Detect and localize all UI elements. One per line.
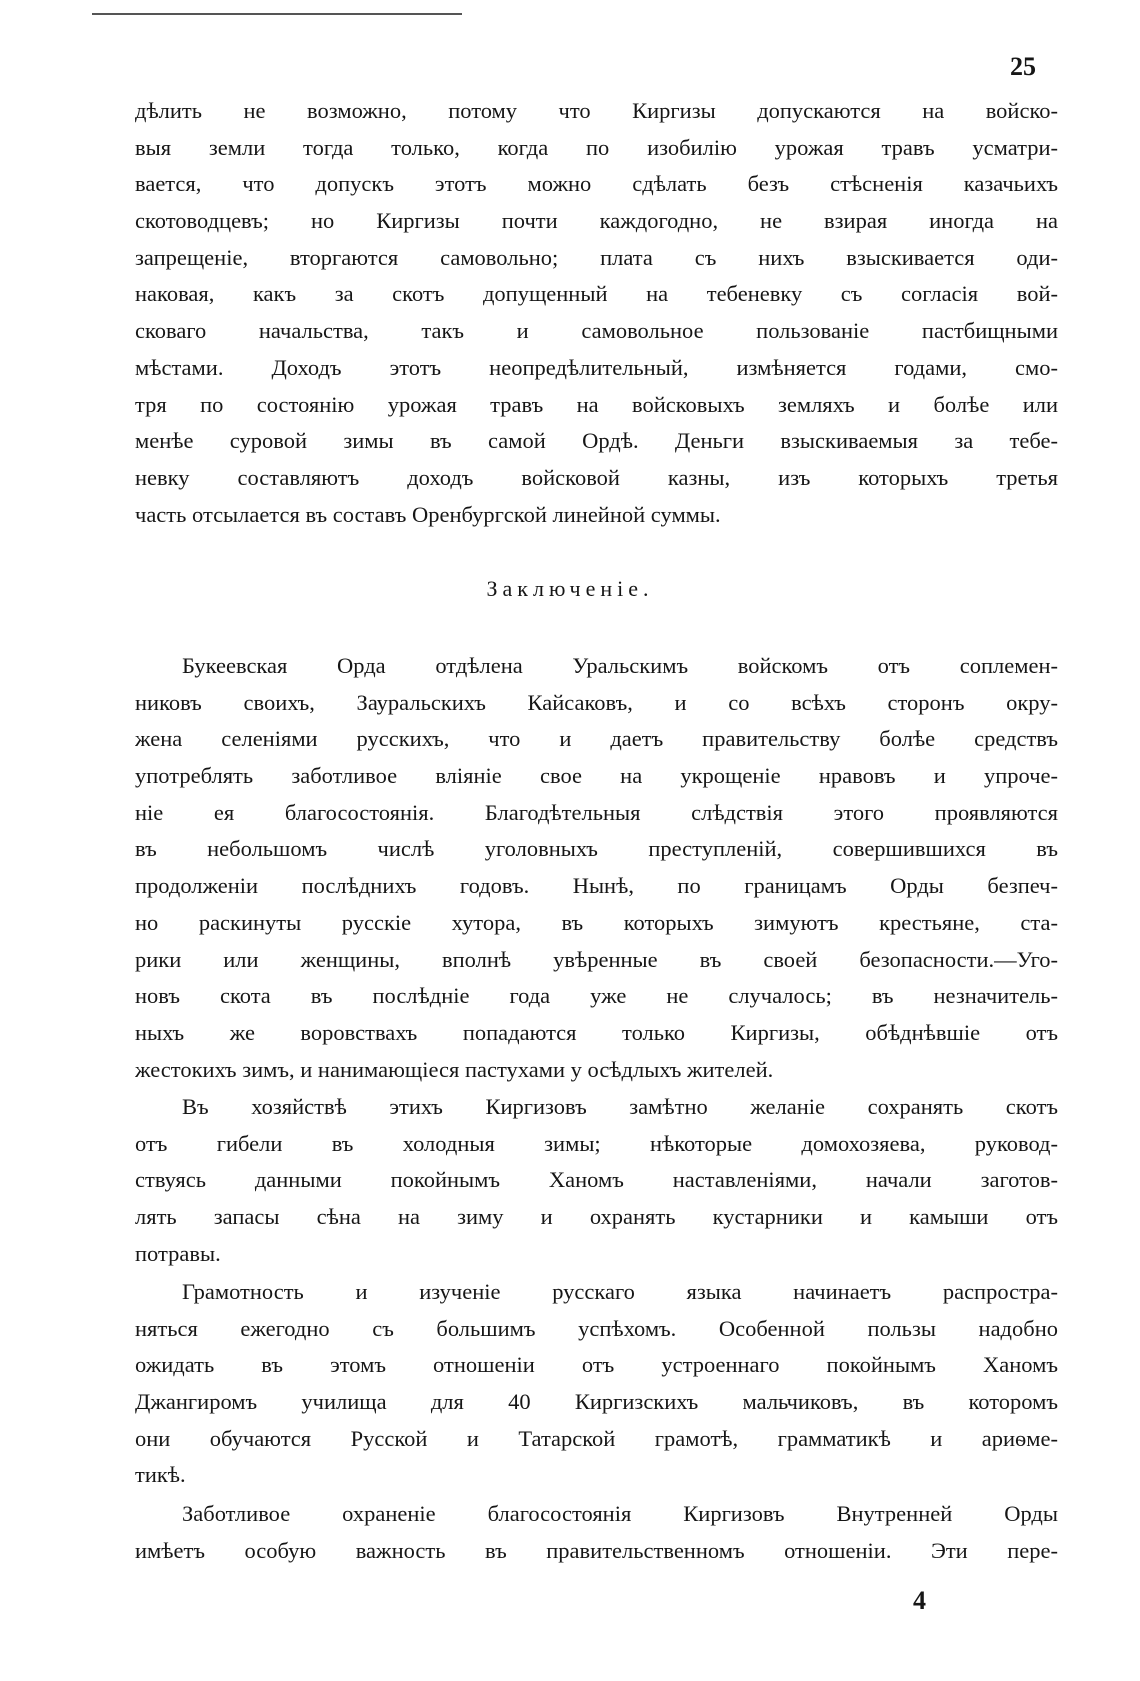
text-line: лять запасы сѣна на зиму и охранять кустарники и камыши отъ xyxy=(135,1204,1058,1230)
text-line: мѣстами. Доходъ этотъ неопредѣлительный, измѣняется годами, смо- xyxy=(135,354,1058,380)
text-line: Джангиромъ училища для 40 Киргизскихъ мальчиковъ, въ которомъ xyxy=(135,1389,1058,1415)
paragraph-conclusion-1 xyxy=(135,648,1058,1088)
text-line: менѣе суровой зимы въ самой Ордѣ. Деньги взыскиваемыя за тебе- xyxy=(135,428,1058,454)
text-line: рики или женщины, вполнѣ увѣренные въ своей безопасности.—Уго- xyxy=(135,946,1058,972)
text-line: наковая, какъ за скотъ допущенный на тебеневку съ согласія вой- xyxy=(135,281,1058,307)
text-line: имѣетъ особую важность въ правительственномъ отношеніи. Эти пере- xyxy=(135,1537,1058,1563)
text-line: продолженіи послѣднихъ годовъ. Нынѣ, по границамъ Орды безпеч- xyxy=(135,873,1058,899)
text-line: Въ хозяйствѣ этихъ Киргизовъ замѣтно желаніе сохранять скотъ xyxy=(182,1094,1058,1119)
text-line: невку составляютъ доходъ войсковой казны, изъ которыхъ третья xyxy=(135,464,1058,490)
paragraph-conclusion-2 xyxy=(135,1089,1058,1272)
section-heading: Заключенiе. xyxy=(486,576,654,601)
text-line: новъ скота въ послѣдніе года уже не случалось; въ незначитель- xyxy=(135,983,1058,1009)
text-line: выя земли тогда только, когда по изобилію урожая травъ усматри- xyxy=(135,134,1058,160)
text-line: потравы. xyxy=(135,1240,221,1266)
text-line: Заботливое охраненіе благосостоянія Киргизовъ Внутренней Орды xyxy=(182,1501,1058,1526)
text-line: они обучаются Русской и Татарской грамотѣ, грамматикѣ и ариѳме- xyxy=(135,1425,1058,1451)
text-line: ожидать въ этомъ отношеніи отъ устроеннаго покойнымъ Ханомъ xyxy=(135,1352,1058,1378)
text-line: ніе ея благосостоянія. Благодѣтельныя слѣдствія этого проявляются xyxy=(135,799,1058,825)
top-rule xyxy=(92,13,462,15)
paragraph-intro xyxy=(135,93,1058,533)
text-line: ствуясь данными покойнымъ Ханомъ наставленіями, начали заготов- xyxy=(135,1167,1058,1193)
page-number: 25 xyxy=(1010,52,1036,81)
text-line: запрещеніе, вторгаются самовольно; плата съ нихъ взыскивается оди- xyxy=(135,244,1058,270)
text-line: часть отсылается въ составъ Оренбургской линейной суммы. xyxy=(135,501,721,527)
text-line: няться ежегодно съ большимъ успѣхомъ. Особенной пользы надобно xyxy=(135,1315,1058,1341)
text-line: жена селеніями русскихъ, что и даетъ правительству болѣе средствъ xyxy=(135,726,1058,752)
text-line: скотоводцевъ; но Киргизы почти каждогодно, не взирая иногда на xyxy=(135,208,1058,234)
text-line: Грамотность и изученіе русскаго языка начинаетъ распростра- xyxy=(182,1279,1058,1304)
text-line: никовъ своихъ, Зауральскихъ Кайсаковъ, и со всѣхъ сторонъ окру- xyxy=(135,689,1058,715)
text-line: въ небольшомъ числѣ уголовныхъ преступленій, совершившихся въ xyxy=(135,836,1058,862)
text-line: ныхъ же воровствахъ попадаются только Киргизы, обѣднѣвшіе отъ xyxy=(135,1019,1058,1045)
text-line: дѣлить не возможно, потому что Киргизы допускаются на войско- xyxy=(135,98,1058,123)
text-line: жестокихъ зимъ, и нанимающіеся пастухами у осѣдлыхъ жителей. xyxy=(135,1056,774,1082)
paragraph-conclusion-3 xyxy=(135,1274,1058,1494)
signature-mark: 4 xyxy=(913,1586,926,1615)
text-line: сковаго начальства, такъ и самовольное пользованіе пастбищными xyxy=(135,318,1058,344)
text-line: Букеевская Орда отдѣлена Уральскимъ войскомъ отъ соплемен- xyxy=(182,653,1058,678)
paragraph-conclusion-4 xyxy=(135,1496,1058,1569)
text-line: тря по состоянію урожая травъ на войсковыхъ земляхъ и болѣе или xyxy=(135,391,1058,417)
text-line: употреблять заботливое вліяніе свое на укрощеніе нравовъ и упроче- xyxy=(135,763,1058,789)
text-line: отъ гибели въ холодныя зимы; нѣкоторые домохозяева, руковод- xyxy=(135,1130,1058,1156)
text-line: тикѣ. xyxy=(135,1462,186,1488)
text-line: вается, что допускъ этотъ можно сдѣлать безъ стѣсненія казачьихъ xyxy=(135,171,1058,197)
text-line: но раскинуты русскіе хутора, въ которыхъ зимуютъ крестьяне, ста- xyxy=(135,909,1058,935)
